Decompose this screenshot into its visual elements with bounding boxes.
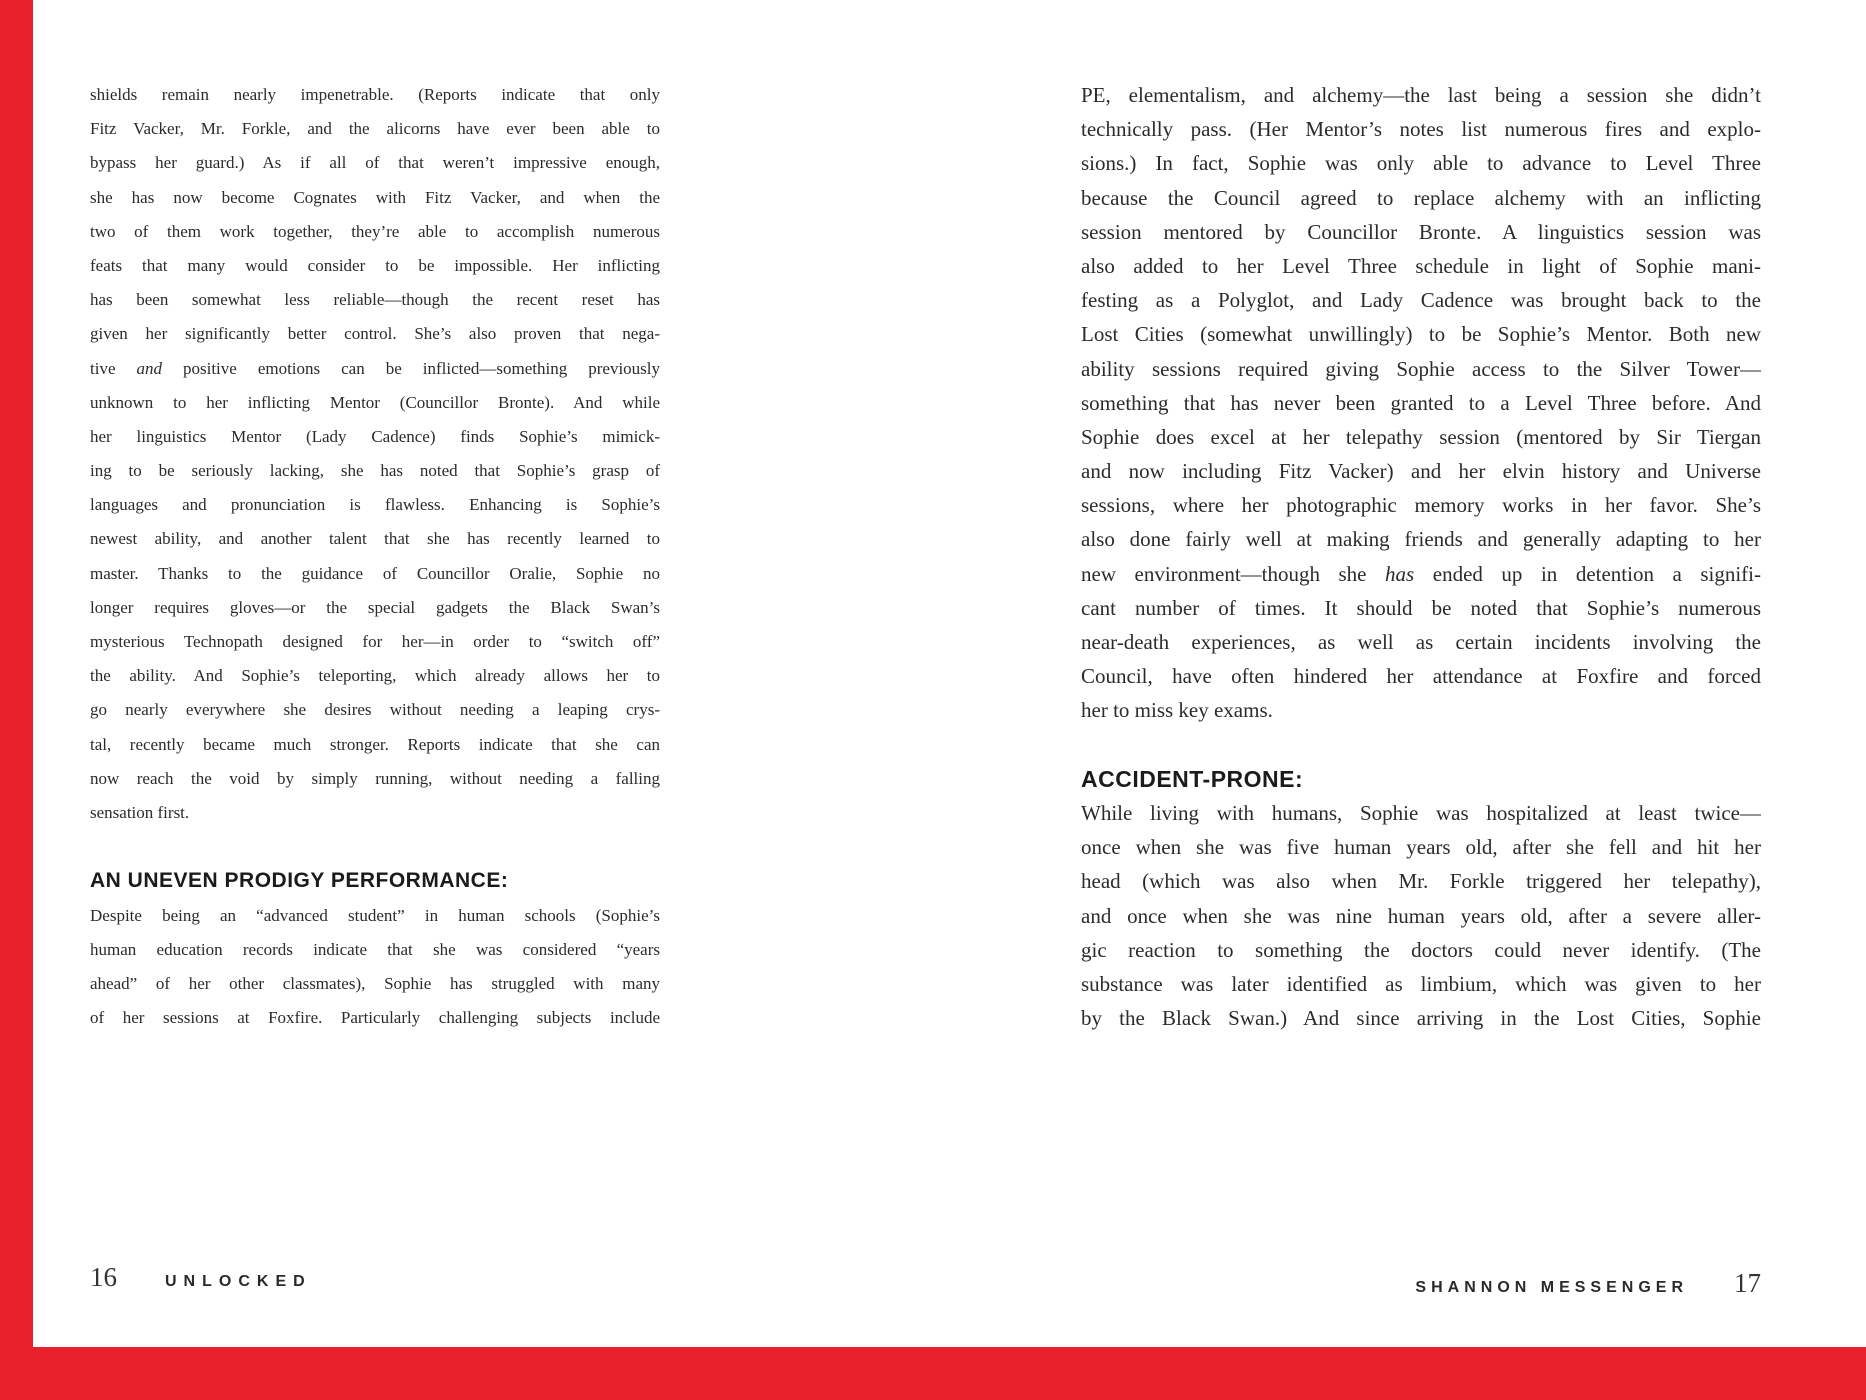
left-page-footer <box>90 1262 660 1293</box>
blank-line <box>90 830 660 864</box>
text-line: sions.) In fact, Sophie was only able to advance to Level Three <box>1081 151 1761 176</box>
text-line: session mentored by Councillor Bronte. A linguistics session was <box>1081 219 1761 244</box>
text-line: human education records indicate that she was considered “years <box>90 939 660 959</box>
left-page-number: 16 <box>90 1262 117 1292</box>
text-line: substance was later identified as limbium, which was given to her <box>1081 971 1761 996</box>
text-line: ing to be seriously lacking, she has noted that Sophie’s grasp of <box>90 461 660 481</box>
text-line: head (which was also when Mr. Forkle triggered her telepathy), <box>1081 869 1761 894</box>
left-section-heading: AN UNEVEN PRODIGY PERFORMANCE: <box>90 869 509 893</box>
text-line: because the Council agreed to replace alchemy with an inflicting <box>1081 185 1761 210</box>
text-line: now reach the void by simply running, without needing a falling <box>90 768 660 788</box>
text-line: given her significantly better control. She’s also proven that nega- <box>90 324 660 344</box>
text-line: Fitz Vacker, Mr. Forkle, and the alicorns have ever been able to <box>90 119 660 139</box>
text-line: tal, recently became much stronger. Reports indicate that she can <box>90 734 660 754</box>
text-line: and now including Fitz Vacker) and her elvin history and Universe <box>1081 459 1761 484</box>
text-line: has been somewhat less reliable—though the recent reset has <box>90 290 660 310</box>
text-line: festing as a Polyglot, and Lady Cadence was brought back to the <box>1081 288 1761 313</box>
text-line: Despite being an “advanced student” in human schools (Sophie’s <box>90 905 660 925</box>
right-paragraph-2 <box>1081 796 1761 1035</box>
text-line: and once when she was nine human years old, after a severe aller- <box>1081 903 1761 928</box>
text-line: once when she was five human years old, after she fell and hit her <box>1081 835 1761 860</box>
right-paragraph-1 <box>1081 78 1761 728</box>
text-line: languages and pronunciation is flawless. Enhancing is Sophie’s <box>90 495 660 515</box>
text-line: longer requires gloves—or the special gadgets the Black Swan’s <box>90 597 660 617</box>
text-line: mysterious Technopath designed for her—in order to “switch off” <box>90 632 660 651</box>
text-line: new environment—though she has ended up in detention a signifi- <box>1081 561 1761 586</box>
text-line: by the Black Swan.) And since arriving in the Lost Cities, Sophie <box>1081 1006 1761 1031</box>
text-line: ahead” of her other classmates), Sophie has struggled with many <box>90 973 660 993</box>
text-line: sensation first. <box>90 802 190 822</box>
text-line: Council, have often hindered her attendance at Foxfire and forced <box>1081 664 1761 689</box>
text-line: master. Thanks to the guidance of Councillor Oralie, Sophie no <box>90 563 660 583</box>
text-line: sessions, where her photographic memory works in her favor. She’s <box>1081 493 1761 518</box>
text-line: shields remain nearly impenetrable. (Reports indicate that only <box>90 85 660 104</box>
author-running-head: SHANNON MESSENGER <box>1415 1279 1688 1296</box>
text-line: tive and positive emotions can be inflicted—something previously <box>90 358 660 378</box>
text-line: feats that many would consider to be impossible. Her inflicting <box>90 255 660 275</box>
book-edge-left-band <box>0 0 33 1400</box>
text-line: cant number of times. It should be noted that Sophie’s numerous <box>1081 595 1761 620</box>
text-line: her to miss key exams. <box>1081 698 1273 723</box>
text-line: go nearly everywhere she desires without needing a leaping crys- <box>90 700 660 720</box>
text-line: PE, elementalism, and alchemy—the last being a session she didn’t <box>1081 83 1761 107</box>
text-line: Sophie does excel at her telepathy session (mentored by Sir Tiergan <box>1081 424 1761 449</box>
book-title-running-head: UNLOCKED <box>165 1273 312 1290</box>
text-line: the ability. And Sophie’s teleporting, which already allows her to <box>90 666 660 686</box>
text-line: also added to her Level Three schedule in light of Sophie mani- <box>1081 253 1761 278</box>
text-line: two of them work together, they’re able to accomplish numerous <box>90 221 660 241</box>
right-page-number: 17 <box>1734 1268 1761 1298</box>
text-line: something that has never been granted to a Level Three before. And <box>1081 390 1761 415</box>
right-page-footer <box>1081 1268 1761 1299</box>
text-line: also done fairly well at making friends and generally adapting to her <box>1081 527 1761 552</box>
right-section-heading: ACCIDENT-PRONE: <box>1081 765 1304 792</box>
left-paragraph-1 <box>90 78 660 830</box>
text-line: near-death experiences, as well as certain incidents involving the <box>1081 630 1761 654</box>
text-line: of her sessions at Foxfire. Particularly challenging subjects include <box>90 1008 660 1028</box>
text-line: she has now become Cognates with Fitz Vacker, and when the <box>90 187 660 207</box>
text-line: newest ability, and another talent that she has recently learned to <box>90 529 660 549</box>
text-line: unknown to her inflicting Mentor (Councillor Bronte). And while <box>90 392 660 412</box>
text-line: ability sessions required giving Sophie access to the Silver Tower— <box>1081 356 1761 381</box>
blank-line <box>1081 728 1761 762</box>
left-page-text-column <box>90 78 660 1035</box>
book-edge-bottom-band <box>0 1347 1866 1400</box>
right-page-text-column <box>1081 78 1761 1035</box>
text-line: technically pass. (Her Mentor’s notes list numerous fires and explo- <box>1081 117 1761 142</box>
left-paragraph-2 <box>90 899 660 1036</box>
text-line: her linguistics Mentor (Lady Cadence) finds Sophie’s mimick- <box>90 426 660 446</box>
text-line: bypass her guard.) As if all of that weren’t impressive enough, <box>90 153 660 173</box>
text-line: Lost Cities (somewhat unwillingly) to be Sophie’s Mentor. Both new <box>1081 322 1761 347</box>
text-line: gic reaction to something the doctors could never identify. (The <box>1081 937 1761 962</box>
text-line: While living with humans, Sophie was hospitalized at least twice— <box>1081 800 1761 825</box>
